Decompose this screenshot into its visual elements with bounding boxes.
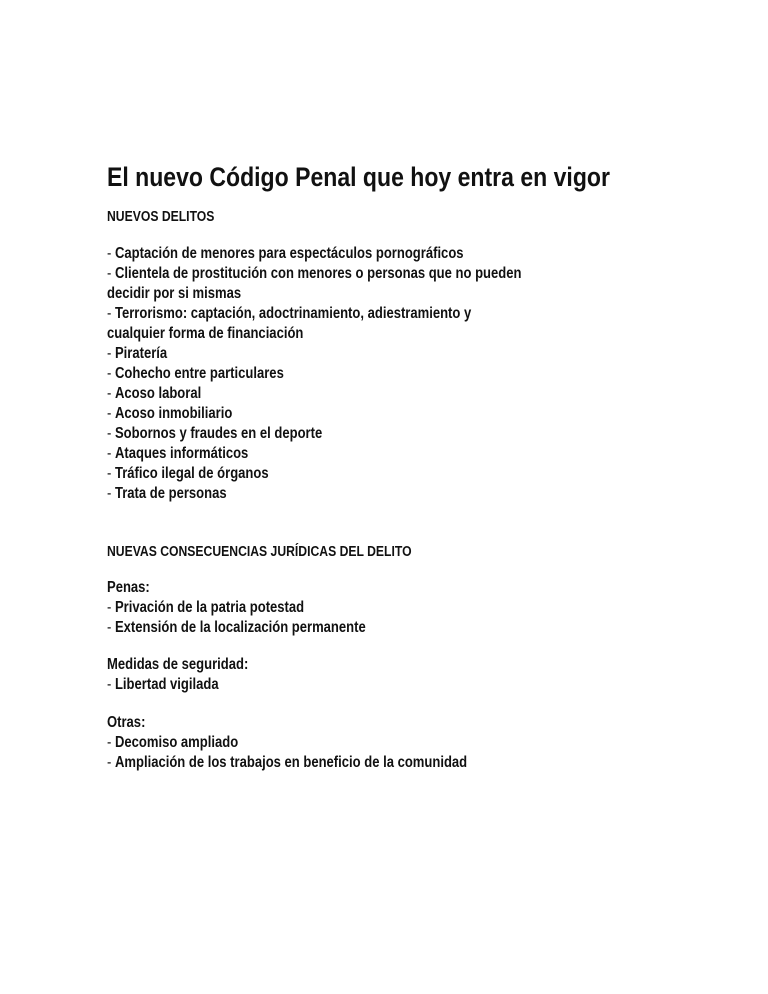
list-item: - Ampliación de los trabajos en beneficio de la comunidad [107, 754, 468, 771]
list-item: - Piratería [107, 345, 168, 362]
list-item-continuation: cualquier forma de financiación [107, 325, 304, 342]
section-heading-nuevas-consecuencias: NUEVAS CONSECUENCIAS JURÍDICAS DEL DELITO [107, 544, 412, 560]
group-label: Medidas de seguridad: [107, 656, 249, 673]
list-item: - Extensión de la localización permanente [107, 619, 366, 636]
list-item-continuation: decidir por si mismas [107, 285, 242, 302]
group-label: Otras: [107, 714, 146, 731]
group-label: Penas: [107, 579, 150, 596]
group-medidas-de-seguridad [107, 655, 280, 695]
list-item: - Decomiso ampliado [107, 734, 239, 751]
list-item: - Libertad vigilada [107, 676, 219, 693]
group-otras [107, 713, 549, 773]
list-item: - Captación de menores para espectáculos pornográficos [107, 245, 464, 262]
list-item: - Ataques informáticos [107, 445, 249, 462]
list-item: - Privación de la patria potestad [107, 599, 305, 616]
list-item: - Trata de personas [107, 485, 227, 502]
list-item: - Tráfico ilegal de órganos [107, 465, 269, 482]
list-item: - Acoso laboral [107, 385, 202, 402]
list-item: - Acoso inmobiliario [107, 405, 233, 422]
list-item: - Sobornos y fraudes en el deporte [107, 425, 323, 442]
group-penas [107, 578, 424, 638]
list-item: - Cohecho entre particulares [107, 365, 284, 382]
list-item: - Clientela de prostitución con menores o personas que no pueden [107, 265, 522, 282]
section-heading-nuevos-delitos: NUEVOS DELITOS [107, 209, 215, 225]
list-item: - Terrorismo: captación, adoctrinamiento, adiestramiento y [107, 305, 472, 322]
document-title: El nuevo Código Penal que hoy entra en vigor [107, 162, 610, 192]
nuevos-delitos-list [107, 244, 616, 504]
